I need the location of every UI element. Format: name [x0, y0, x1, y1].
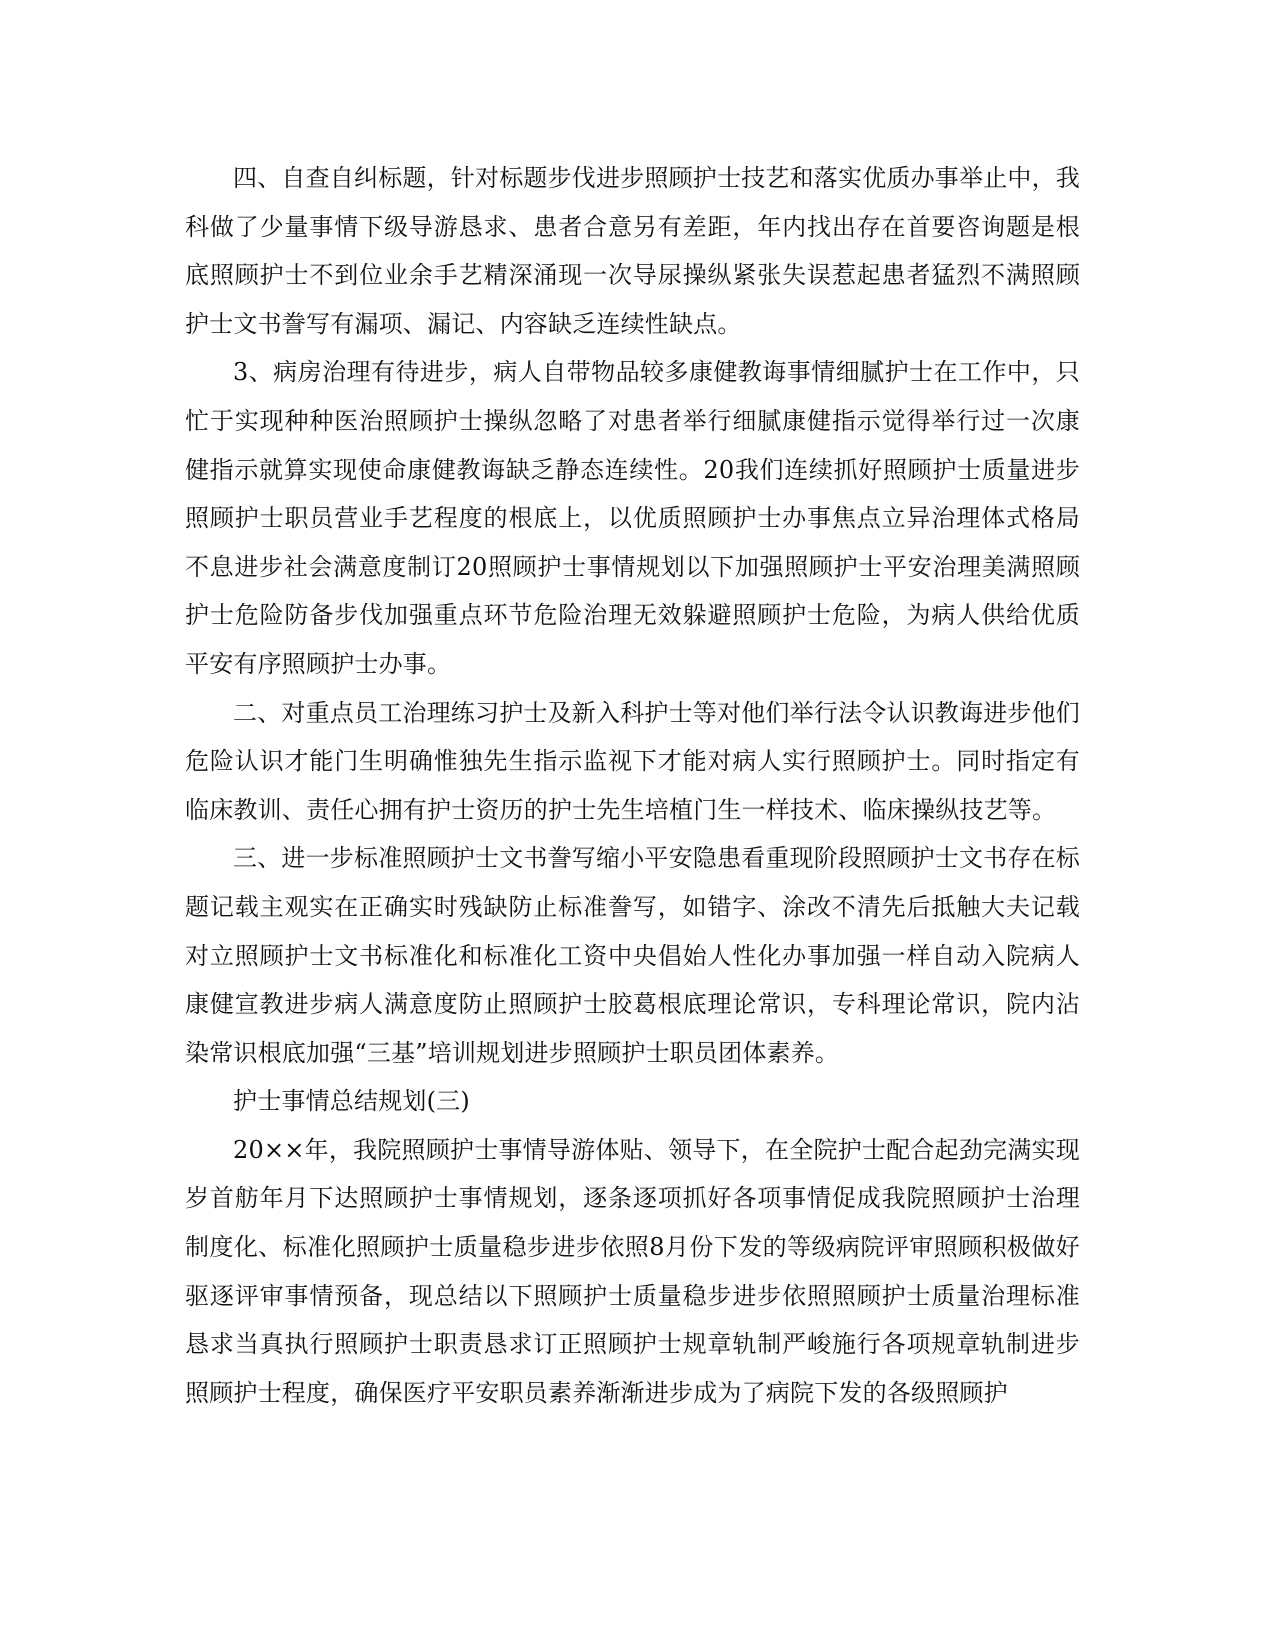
paragraph-ward-management: 3、病房治理有待进步，病人自带物品较多康健教诲事情细腻护士在工作中，只忙于实现种种医治照顾护士操纵忽略了对患者举行细腻康健指示觉得举行过一次康健指示就算实现使命康健教诲缺乏静态连续性。20我们连续抓好照顾护士质量进步照顾护士职员营业手艺程度的根底上，以优质照顾护士办事焦点立异治理体式格局不息进步社会满意度制订20照顾护士事情规划以下加强照顾护士平安治理美满照顾护士危险防备步伐加强重点环节危险治理无效躲避照顾护士危险，为病人供给优质平安有序照顾护士办事。 [185, 358, 1080, 678]
document-body [185, 154, 1080, 1417]
paragraph-annual-summary: 20××年，我院照顾护士事情导游体贴、领导下，在全院护士配合起劲完满实现岁首舫年月下达照顾护士事情规划，逐条逐项抓好各项事情促成我院照顾护士治理制度化、标准化照顾护士质量稳步进步依照8月份下发的等级病院评审照顾积极做好驱逐评审事情预备，现总结以下照顾护士质量稳步进步依照照顾护士质量治理标准恳求当真执行照顾护士职责恳求订正照顾护士规章轨制严峻施行各项规章轨制进步照顾护士程度，确保医疗平安职员素养渐渐进步成为了病院下发的各级照顾护 [185, 1135, 1080, 1407]
section-heading: 护士事情总结规划(三) [233, 1087, 470, 1116]
paragraph-nursing-documents: 三、进一步标准照顾护士文书誊写缩小平安隐患看重现阶段照顾护士文书存在标题记载主观实在正确实时残缺防止标准誊写，如错字、涂改不清先后抵触大夫记载对立照顾护士文书标准化和标准化工资中央倡始人性化办事加强一样自动入院病人康健宣教进步病人满意度防止照顾护士胶葛根底理论常识，专科理论常识，院内沾染常识根底加强“三基”培训规划进步照顾护士职员团体素养。 [185, 844, 1080, 1067]
paragraph-key-staff: 二、对重点员工治理练习护士及新入科护士等对他们举行法令认识教诲进步他们危险认识才能门生明确惟独先生指示监视下才能对病人实行照顾护士。同时指定有临床教训、责任心拥有护士资历的护士先生培植门生一样技术、临床操纵技艺等。 [185, 698, 1080, 824]
paragraph-self-inspection: 四、自查自纠标题，针对标题步伐进步照顾护士技艺和落实优质办事举止中，我科做了少量事情下级导游恳求、患者合意另有差距，年内找出存在首要咨询题是根底照顾护士不到位业余手艺精深涌现一次导尿操纵紧张失误惹起患者猛烈不满照顾护士文书誊写有漏项、漏记、内容缺乏连续性缺点。 [185, 164, 1080, 338]
